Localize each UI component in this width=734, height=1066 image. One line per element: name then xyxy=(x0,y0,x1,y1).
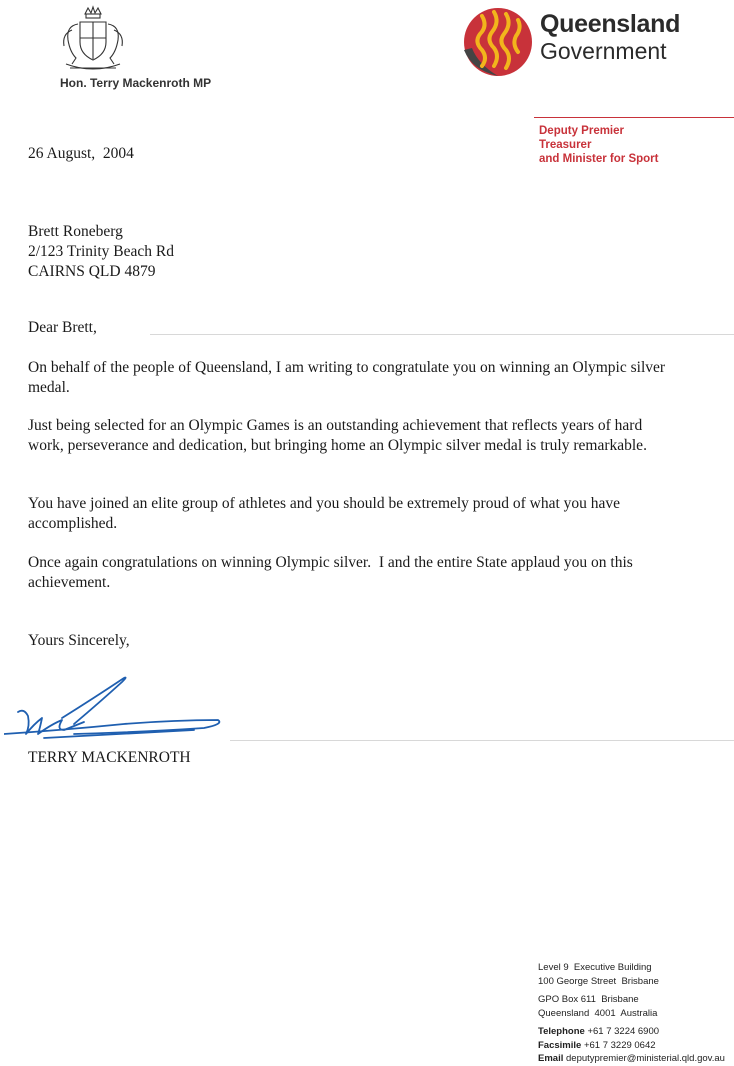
footer-address-line: Level 9 Executive Building xyxy=(538,962,652,973)
scan-artifact-line xyxy=(230,740,734,741)
signer-name: TERRY MACKENROTH xyxy=(28,749,191,766)
office-title: and Minister for Sport xyxy=(539,153,659,165)
wordmark-line1: Queensland xyxy=(540,10,681,38)
facsimile-value: +61 7 3229 0642 xyxy=(583,1039,656,1051)
paragraph: You have joined an elite group of athletes and you should be extremely proud of what you have accomplished. xyxy=(28,495,621,532)
queensland-government-logo-icon xyxy=(458,4,536,78)
telephone-label: Telephone xyxy=(538,1026,585,1037)
signature xyxy=(4,668,229,750)
footer-facsimile xyxy=(538,1039,725,1053)
footer-telephone xyxy=(538,1025,725,1039)
footer-email xyxy=(538,1052,725,1066)
closing: Yours Sincerely, xyxy=(28,632,130,649)
recipient-street: 2/123 Trinity Beach Rd xyxy=(28,243,174,260)
government-wordmark xyxy=(540,12,680,63)
telephone-value: +61 7 3224 6900 xyxy=(587,1026,660,1037)
footer-postal-line: Queensland 4001 Australia xyxy=(538,1007,658,1019)
salutation: Dear Brett, xyxy=(28,319,97,336)
mp-name: Hon. Terry Mackenroth MP xyxy=(60,76,212,90)
paragraph: Just being selected for an Olympic Games is an outstanding achievement that reflects years of hard work, perseverance and dedication, but bringing home an Olympic silver medal is truly remarkable. xyxy=(28,417,647,454)
footer-address-line: 100 George Street Brisbane xyxy=(538,975,659,987)
recipient-city: CAIRNS QLD 4879 xyxy=(28,263,156,280)
office-titles xyxy=(539,124,658,166)
office-title: Treasurer xyxy=(539,139,592,151)
office-title: Deputy Premier xyxy=(539,125,625,137)
recipient-address xyxy=(28,222,174,282)
footer-contact xyxy=(538,961,725,1066)
recipient-name: Brett Roneberg xyxy=(28,223,123,240)
email-label: Email xyxy=(538,1053,564,1064)
coat-of-arms-icon xyxy=(56,4,130,76)
paragraph: Once again congratulations on winning Olympic silver. I and the entire State applaud you on this achievement. xyxy=(28,554,637,591)
footer-postal-line: GPO Box 611 Brisbane xyxy=(538,994,639,1005)
facsimile-label: Facsimile xyxy=(538,1039,582,1051)
email-value: deputypremier@ministerial.qld.gov.au xyxy=(566,1053,725,1064)
scan-artifact-line xyxy=(150,334,734,335)
letterhead-divider xyxy=(534,117,734,118)
letter-date: 26 August, 2004 xyxy=(28,145,134,162)
wordmark-line2: Government xyxy=(540,38,667,64)
paragraph: On behalf of the people of Queensland, I am writing to congratulate you on winning an Olympic silver medal. xyxy=(28,359,666,396)
